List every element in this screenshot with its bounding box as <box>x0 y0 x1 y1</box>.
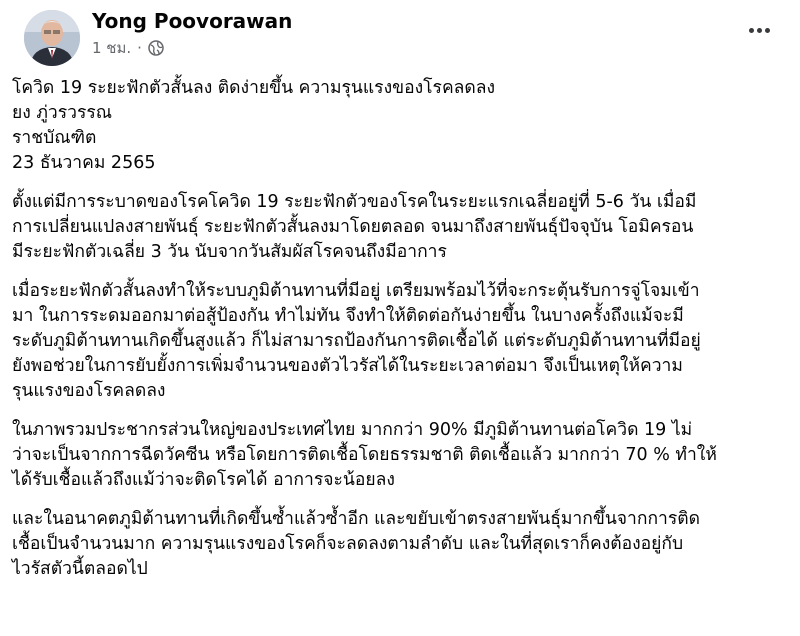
paragraph <box>12 190 782 265</box>
post-title-block <box>12 76 782 176</box>
paragraph-line: ว่าจะเป็นจากการฉีดวัคซีน หรือโดยการติดเชื้อโดยธรรมชาติ ติดเชื้อแล้ว มากกว่า 70 % ทำให้ <box>12 445 717 465</box>
paragraph-line: ตั้งแต่มีการระบาดของโรคโควิด 19 ระยะฟักตัวของโรคในระยะแรกเฉลี่ยอยู่ที่ 5-6 วัน เมื่อมี <box>12 192 697 212</box>
meta-separator: · <box>137 39 142 57</box>
author-title: ราชบัณฑิต <box>12 128 97 148</box>
paragraph <box>12 507 782 582</box>
paragraph <box>12 418 782 493</box>
author-name[interactable]: Yong Poovorawan <box>92 9 293 33</box>
paragraph-line: มีระยะฟักตัวเฉลี่ย 3 วัน นับจากวันสัมผัสโรคจนถึงมีอาการ <box>12 242 447 262</box>
dot <box>749 28 754 33</box>
post-meta <box>92 37 164 59</box>
paragraph-line: เชื้อเป็นจำนวนมาก ความรุนแรงของโรคก็จะลดลงตามลำดับ และในที่สุดเราก็คงต้องอยู่กับ <box>12 534 684 554</box>
more-options-icon[interactable] <box>746 20 772 40</box>
paragraph-line: ระดับภูมิต้านทานเกิดขึ้นสูงแล้ว ก็ไม่สามารถป้องกันการติดเชื้อได้ แต่ระดับภูมิต้านทานที่มีอยู่ <box>12 331 701 351</box>
paragraph-line: ยังพอช่วยในการยับยั้งการเพิ่มจำนวนของตัวไวรัสได้ในระยะเวลาต่อมา จึงเป็นเหตุให้ความ <box>12 356 683 376</box>
post-body <box>12 76 782 582</box>
paragraph-line: มา ในการระดมออกมาต่อสู้ป้องกัน ทำไม่ทัน จึงทำให้ติดต่อกันง่ายขึ้น ในบางครั้งถึงแม้จะมี <box>12 306 684 326</box>
globe-icon[interactable] <box>148 40 164 56</box>
post-header <box>12 0 786 70</box>
paragraph-line: ไวรัสตัวนี้ตลอดไป <box>12 559 148 579</box>
paragraph-line: ในภาพรวมประชากรส่วนใหญ่ของประเทศไทย มากกว่า 90% มีภูมิต้านทานต่อโควิด 19 ไม่ <box>12 420 693 440</box>
paragraph-line: ได้รับเชื้อแล้วถึงแม้ว่าจะติดโรคได้ อาการจะน้อยลง <box>12 470 395 490</box>
dot <box>757 28 762 33</box>
post-title: โควิด 19 ระยะฟักตัวสั้นลง ติดง่ายขึ้น ความรุนแรงของโรคลดลง <box>12 78 496 98</box>
paragraph-line: และในอนาคตภูมิต้านทานที่เกิดขึ้นซ้ำแล้วซ้ำอีก และขยับเข้าตรงสายพันธุ์มากขึ้นจากการติด <box>12 509 701 529</box>
paragraph-line: เมื่อระยะฟักตัวสั้นลงทำให้ระบบภูมิต้านทานที่มีอยู่ เตรียมพร้อมไว้ที่จะกระตุ้นรับการจู่โจมเข้า <box>12 281 700 301</box>
paragraph-line: รุนแรงของโรคลดลง <box>12 381 166 401</box>
paragraph-line: การเปลี่ยนแปลงสายพันธุ์ ระยะฟักตัวสั้นลงมาโดยตลอด จนมาถึงสายพันธุ์ปัจจุบัน โอมิครอน <box>12 217 694 237</box>
paragraph <box>12 279 782 404</box>
dot <box>765 28 770 33</box>
author-avatar[interactable] <box>24 10 80 66</box>
avatar-portrait-icon <box>24 10 80 66</box>
author-thai-name: ยง ภู่วรวรรณ <box>12 103 112 123</box>
post-date: 23 ธันวาคม 2565 <box>12 153 156 173</box>
post-timestamp[interactable]: 1 ชม. <box>92 39 132 57</box>
